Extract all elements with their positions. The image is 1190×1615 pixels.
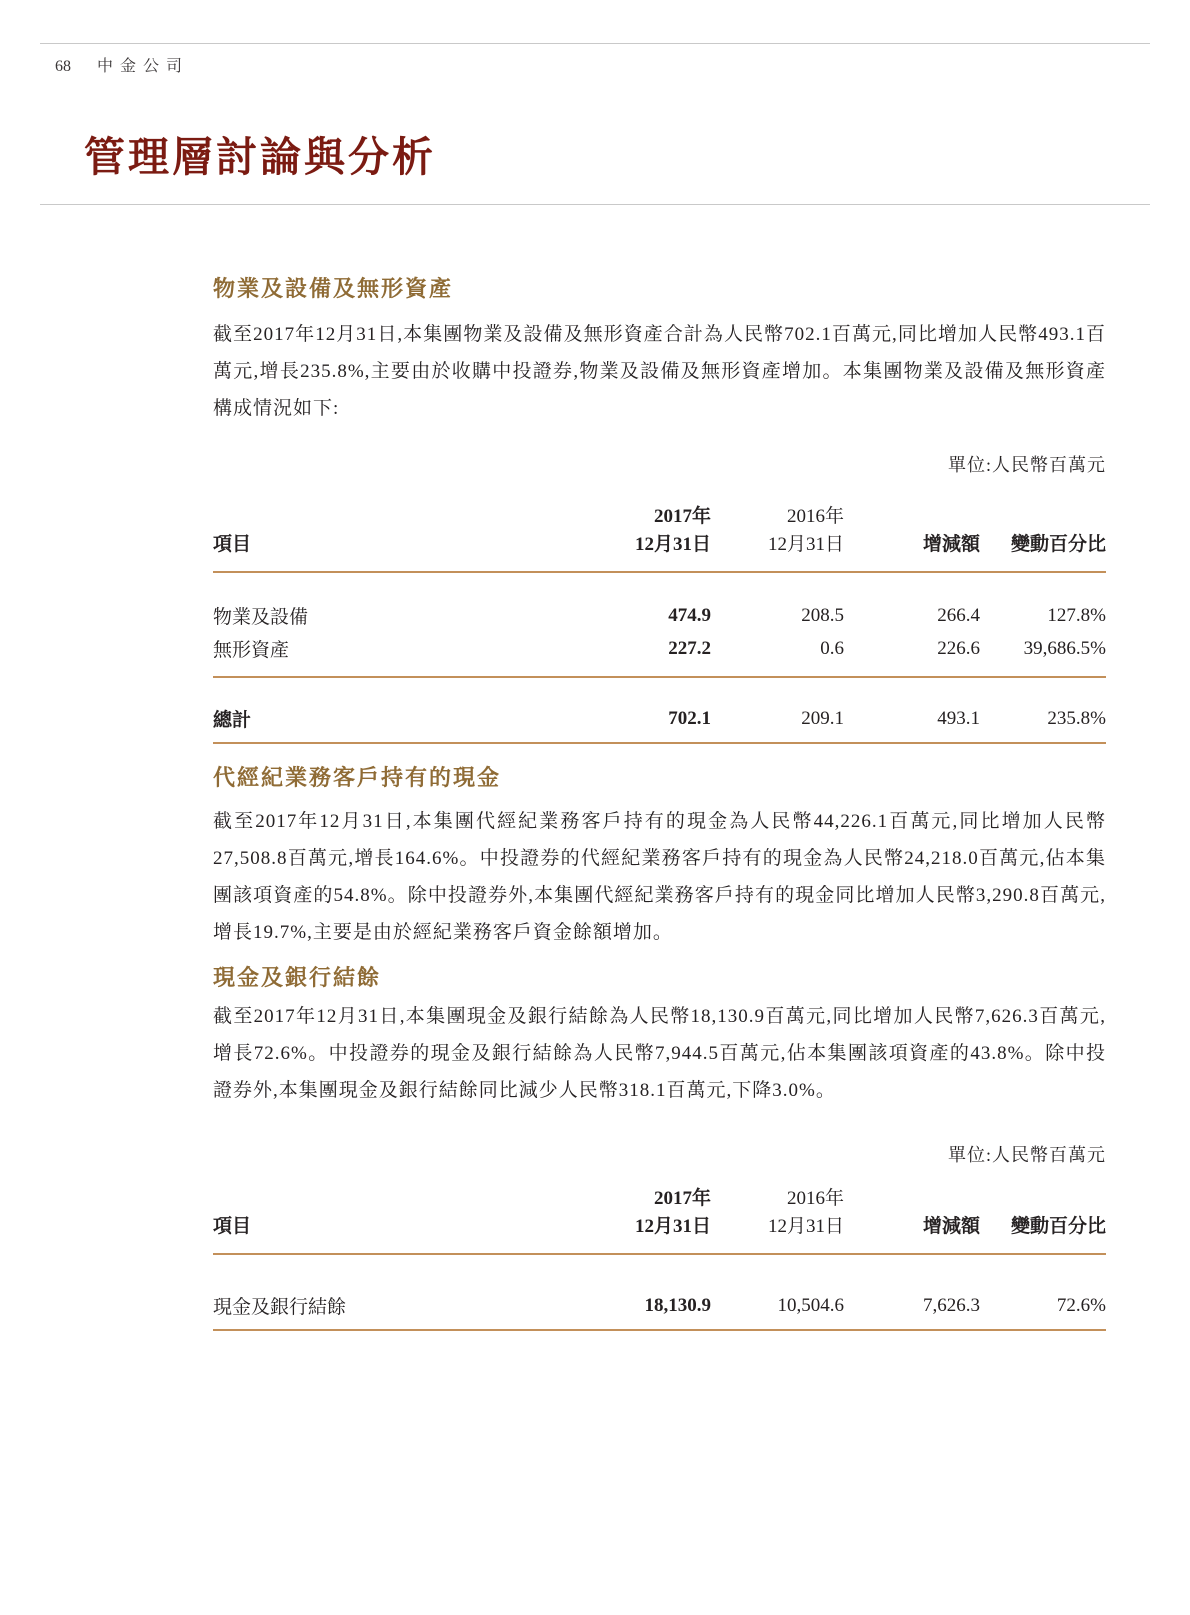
section-paragraph-property: 截至2017年12月31日,本集團物業及設備及無形資產合計為人民幣702.1百萬元,同比增加人民幣493.1百萬元,增長235.8%,主要由於收購中投證券,物業及設備及無形資產增加。本集團物業及設備及無形資產構成情況如下: (213, 324, 1106, 419)
unit-note-1: 單位:人民幣百萬元 (947, 455, 1106, 475)
col-header-item: 項目 (213, 1185, 588, 1254)
value-2017: 227.2 (588, 632, 723, 677)
table-header-row (213, 1185, 1106, 1254)
company-name: 中金公司 (97, 58, 190, 75)
top-rule (40, 43, 1150, 44)
row-label: 物業及設備 (213, 607, 309, 628)
unit-note-2: 單位:人民幣百萬元 (947, 1145, 1106, 1165)
section-heading-cash-bank: 現金及銀行結餘 (213, 965, 382, 990)
total-2016: 209.1 (723, 702, 856, 743)
col-header-change-pct: 變動百分比 (994, 1185, 1106, 1254)
col-header-change: 增減額 (856, 1185, 994, 1254)
table-total-row (213, 702, 1106, 743)
title-rule (40, 204, 1150, 205)
row-label: 無形資產 (213, 632, 588, 677)
table-row (213, 632, 1106, 677)
value-2016: 10,504.6 (723, 1289, 856, 1330)
col-header-2016: 2016年 12月31日 (723, 1185, 856, 1254)
total-2017: 702.1 (588, 702, 723, 743)
assets-table (213, 503, 1106, 744)
cash-bank-table (213, 1185, 1106, 1331)
section-heading-brokerage-cash: 代經紀業務客戶持有的現金 (213, 765, 502, 790)
value-change: 226.6 (856, 632, 994, 677)
table-row (213, 599, 1106, 632)
table-header-row (213, 503, 1106, 572)
col-header-2017: 2017年 12月31日 (588, 1185, 723, 1254)
col-header-change-pct: 變動百分比 (994, 503, 1106, 572)
value-2017: 18,130.9 (588, 1289, 723, 1330)
value-change-pct: 127.8% (1047, 604, 1106, 626)
section-paragraph-cash-bank: 截至2017年12月31日,本集團現金及銀行結餘為人民幣18,130.9百萬元,同比增加人民幣7,626.3百萬元,增長72.6%。中投證券的現金及銀行結餘為人民幣7,944.5百萬元,佔本集團該項資產的43.8%。除中投證券外,本集團現金及銀行結餘同比減少人民幣318.1百萬元,下降3.0%。 (213, 1006, 1106, 1101)
table-row (213, 1289, 1106, 1330)
value-change: 7,626.3 (856, 1289, 994, 1330)
value-change-pct: 39,686.5% (994, 632, 1106, 677)
total-change-pct: 235.8% (994, 702, 1106, 743)
value-2016: 208.5 (801, 604, 844, 626)
page-header (55, 53, 189, 76)
value-2017: 474.9 (668, 604, 711, 626)
col-header-2016: 2016年 12月31日 (723, 503, 856, 572)
value-change-pct: 72.6% (994, 1289, 1106, 1330)
col-header-change: 增減額 (856, 503, 994, 572)
page-title: 管理層討論與分析 (84, 134, 436, 180)
col-header-2017: 2017年 12月31日 (588, 503, 723, 572)
col-header-item: 項目 (213, 503, 588, 572)
row-label: 現金及銀行結餘 (213, 1289, 588, 1330)
section-paragraph-brokerage-cash: 截至2017年12月31日,本集團代經紀業務客戶持有的現金為人民幣44,226.1百萬元,同比增加人民幣27,508.8百萬元,增長164.6%。中投證券的代經紀業務客戶持有的現金為人民幣24,218.0百萬元,佔本集團該項資產的54.8%。除中投證券外,本集團代經紀業務客戶持有的現金同比增加人民幣3,290.8百萬元,增長19.7%,主要是由於經紀業務客戶資金餘額增加。 (213, 811, 1106, 943)
page-number: 68 (55, 58, 71, 75)
total-label: 總計 (213, 702, 588, 743)
total-change: 493.1 (856, 702, 994, 743)
value-2016: 0.6 (723, 632, 856, 677)
value-change: 266.4 (937, 604, 980, 626)
section-heading-property: 物業及設備及無形資產 (213, 276, 454, 301)
